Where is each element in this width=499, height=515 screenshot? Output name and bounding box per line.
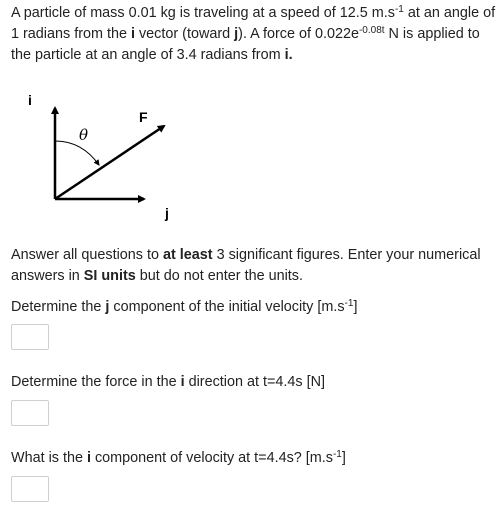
question-2-text (11, 372, 491, 393)
instructions-bold: SI units (83, 268, 136, 284)
speed-unit-exponent: -1 (394, 4, 404, 15)
vector-diagram (20, 86, 190, 228)
question-text-part: direction at t=4.4s [N] (184, 374, 325, 390)
answer-input-3[interactable] (11, 476, 49, 502)
question-3-text (11, 448, 491, 469)
angle-label: θ (79, 126, 89, 144)
instructions-bold: at least (162, 247, 213, 263)
unit-exponent: -1 (332, 449, 342, 460)
unit-exponent: -1 (344, 298, 354, 309)
instructions (11, 245, 491, 287)
problem-text-part: N is applied to the particle at an angle of 3.4 radians from (11, 26, 480, 63)
question-text-part: Determine the force in the (11, 374, 181, 390)
problem-text-part: A particle of mass 0.01 kg is traveling at a speed of 12.5 m.s (11, 5, 395, 21)
question-text-part: component of velocity at t=4.4s? [m.s (90, 450, 333, 466)
question-1-text (11, 297, 491, 318)
question-2 (11, 372, 491, 393)
i-vector-symbol: i (130, 26, 135, 42)
i-vector-symbol: i. (284, 47, 293, 63)
instructions-text-part: but do not enter the units. (135, 268, 303, 284)
problem-text-part: ). A force of 0.022e (238, 26, 359, 42)
i-vector-symbol: i (180, 374, 185, 390)
angle-arc (55, 141, 99, 165)
question-text-part: ] (341, 450, 346, 466)
answer-input-2[interactable] (11, 400, 49, 426)
i-axis-label: i (28, 92, 32, 108)
vector-diagram-svg (20, 86, 190, 228)
question-1 (11, 297, 491, 318)
force-exponent: -0.08t (358, 25, 385, 36)
force-label: F (139, 109, 148, 125)
question-text-part: Determine the (11, 299, 106, 315)
question-text-part: ] (353, 299, 358, 315)
instructions-text (11, 245, 491, 287)
force-vector-arrow (55, 126, 164, 199)
answer-input-1[interactable] (11, 324, 49, 350)
j-vector-symbol: j (105, 299, 110, 315)
j-vector-symbol: j (234, 26, 239, 42)
i-vector-symbol: i (86, 450, 91, 466)
instructions-text-part: Answer all questions to (11, 247, 163, 263)
problem-text-part: at an angle of 1 radians from the (11, 5, 496, 42)
problem-text (11, 3, 497, 66)
question-3 (11, 448, 491, 469)
instructions-text-part: 3 significant figures. Enter your numerical answers in (11, 247, 481, 284)
problem-statement (11, 3, 497, 66)
j-axis-label: j (165, 205, 169, 221)
problem-text-part: vector (toward (134, 26, 235, 42)
question-text-part: component of the initial velocity [m.s (109, 299, 345, 315)
question-text-part: What is the (11, 450, 87, 466)
